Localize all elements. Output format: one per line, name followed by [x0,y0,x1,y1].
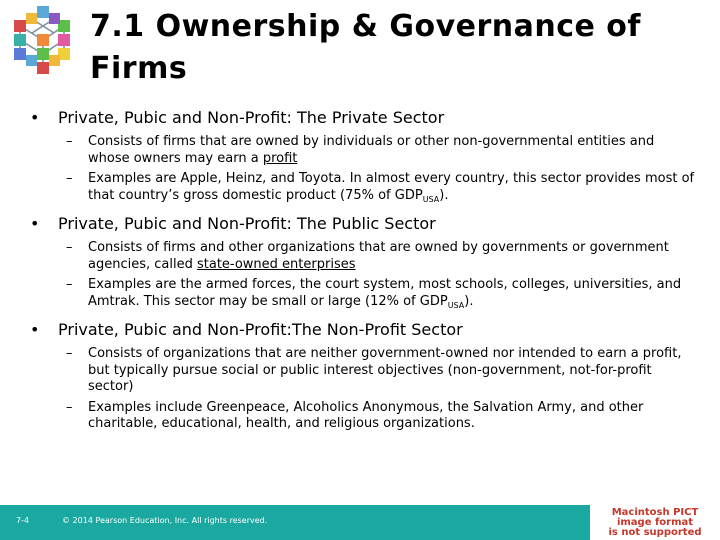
dash-icon: – [66,134,73,149]
bullet-private-sector [26,108,696,128]
cube-stack-logo-icon [4,4,82,78]
sub-bullet-text: Examples are the armed forces, the court system, most schools, colleges, universities, and Amtrak. This sector may be small or large (12% of GDP [88,277,682,309]
public-sector-details [26,240,696,314]
title-line-2: Firms [90,51,188,86]
bullet-dot-icon: • [30,108,40,127]
sub-bullet [26,171,696,208]
sub-bullet-text: Examples include Greenpeace, Alcoholics Anonymous, the Salvation Army, and other charitable, educational, health, and religious organizations. [88,399,644,431]
copyright-notice: © 2014 Pearson Education, Inc. All rights reserved. [62,516,268,525]
bullet-non-profit-sector [26,320,696,340]
sub-bullet [26,400,696,433]
title-line-1: 7.1 Ownership & Governance of [90,9,641,44]
dash-icon: – [66,171,73,186]
dash-icon: – [66,277,73,292]
sub-bullet [26,277,696,314]
sub-bullet [26,134,696,167]
pict-notice-line-1: Macintosh PICT [611,506,699,518]
dash-icon: – [66,399,73,415]
sub-bullet-text: Consists of firms and other organizations that are owned by governments or government agencies, called [88,240,669,272]
bullet-heading: Private, Pubic and Non-Profit: The Private Sector [58,108,445,127]
subscript-usa: USA [447,300,465,310]
bullet-heading: Private, Pubic and Non-Profit:The Non-Profit Sector [58,320,463,339]
subscript-usa: USA [422,194,440,204]
pict-notice-line-3: is not supported [608,526,702,538]
dash-icon: – [66,240,73,255]
sub-bullet-text: Consists of firms that are owned by individuals or other non-governmental entities and whose owners may earn a [88,134,655,166]
bullet-dot-icon: • [30,320,40,339]
slide-number: 7-4 [16,516,30,525]
sub-bullet-text: Examples are Apple, Heinz, and Toyota. In almost every country, this sector provides most of that country’s gross domestic product (75% of GDP [88,171,695,203]
state-owned-enterprises-link[interactable]: state-owned enterprises [196,256,356,272]
footer-bar [0,505,590,540]
slide-content [26,108,696,439]
unsupported-image-placeholder [590,505,720,540]
profit-link[interactable]: profit [262,150,298,166]
sub-bullet [26,346,696,396]
dash-icon: – [66,346,73,361]
sub-bullet-text-end: ). [464,293,474,309]
bullet-public-sector [26,214,696,234]
slide-title [90,6,710,90]
pict-notice-line-2: image format [616,516,694,528]
sub-bullet-text-end: ). [439,187,449,203]
non-profit-sector-details [26,346,696,433]
bullet-dot-icon: • [30,214,40,233]
private-sector-details [26,134,696,208]
sub-bullet-text: Consists of organizations that are neither government-owned nor intended to earn a profit, but typically pursue social or public interest objectives (non-government, not-for-profit sector) [88,346,682,394]
bullet-heading: Private, Pubic and Non-Profit: The Public Sector [58,214,436,233]
sub-bullet [26,240,696,273]
